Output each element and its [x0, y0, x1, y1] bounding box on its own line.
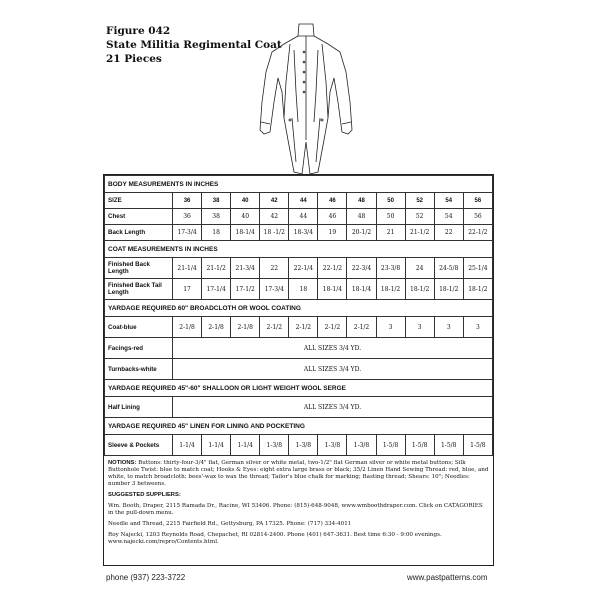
sleeve-pockets-cell: 1-3/8 [347, 435, 376, 456]
size-cell: 38 [202, 193, 231, 209]
pattern-name: State Militia Regimental Coat [106, 39, 282, 51]
chest-cell: 46 [318, 209, 347, 225]
broadcloth-header-row [105, 300, 493, 317]
back-length-cell: 18 [202, 225, 231, 241]
finished-back-cell: 22-3/4 [347, 258, 376, 279]
coat-blue-cell: 2-1/2 [289, 317, 318, 338]
sleeve-pockets-cell: 1-3/8 [289, 435, 318, 456]
linen-title: YARDAGE REQUIRED 45" LINEN FOR LINING AND POCKETING [105, 418, 493, 435]
coat-blue-cell: 3 [463, 317, 492, 338]
finished-back-cell: 21-3/4 [231, 258, 260, 279]
notions-label: NOTIONS: [108, 460, 137, 466]
chest-cell: 36 [173, 209, 202, 225]
finished-back-cell: 24-5/8 [434, 258, 463, 279]
coat-section-title: COAT MEASUREMENTS IN INCHES [105, 241, 493, 258]
coat-blue-cell: 3 [376, 317, 405, 338]
sleeve-pockets-row [105, 435, 493, 456]
chest-cell: 38 [202, 209, 231, 225]
finished-back-cell: 21-1/2 [202, 258, 231, 279]
size-cell: 48 [347, 193, 376, 209]
back-length-cell: 21-1/2 [405, 225, 434, 241]
chest-cell: 50 [376, 209, 405, 225]
size-cell: 54 [434, 193, 463, 209]
back-length-cell: 22-1/2 [463, 225, 492, 241]
chest-cell: 56 [463, 209, 492, 225]
coat-blue-cell: 2-1/2 [260, 317, 289, 338]
coat-blue-cell: 2-1/2 [318, 317, 347, 338]
chest-cell: 40 [231, 209, 260, 225]
sleeve-pockets-cell: 1-1/4 [173, 435, 202, 456]
finished-back-row [105, 258, 493, 279]
finished-tail-cell: 18-1/2 [463, 279, 492, 300]
finished-back-cell: 23-3/8 [376, 258, 405, 279]
coat-blue-cell: 2-1/8 [231, 317, 260, 338]
finished-back-cell: 25-1/4 [463, 258, 492, 279]
piece-count: 21 Pieces [106, 53, 162, 65]
half-lining-value: ALL SIZES 3/4 YD. [173, 397, 493, 418]
back-length-cell: 20-1/2 [347, 225, 376, 241]
coat-blue-cell: 2-1/8 [173, 317, 202, 338]
chest-cell: 42 [260, 209, 289, 225]
sleeve-pockets-cell: 1-3/8 [260, 435, 289, 456]
finished-tail-cell: 18-1/2 [376, 279, 405, 300]
size-cell: 40 [231, 193, 260, 209]
finished-back-cell: 22-1/2 [318, 258, 347, 279]
sleeve-pockets-cell: 1-1/4 [231, 435, 260, 456]
coat-blue-row [105, 317, 493, 338]
finished-back-label: Finished Back Length [105, 258, 173, 279]
measurement-sheet [103, 174, 494, 566]
notions-text: Buttons: thirty-four-3/4" flat, German silver or white metal, two-1/2" flat German silver or white metal buttons; Silk Buttonhole Twist: blue to match coat; Hooks & Eyes: eight extra large brass or black; 35/2 Linen Hand Sewing Thread: red, blue, and white, to match broadcloth; bees'-wax to wax the thread; Tailor's blue chalk for marking; Basting thread; Shears: 10"; Needles: number 3 betweens. [108, 460, 489, 487]
finished-back-cell: 24 [405, 258, 434, 279]
linen-header-row [105, 418, 493, 435]
back-length-label: Back Length [105, 225, 173, 241]
body-section-header-row [105, 176, 493, 193]
finished-tail-cell: 17-3/4 [260, 279, 289, 300]
coat-blue-cell: 3 [405, 317, 434, 338]
sleeve-pockets-cell: 1-5/8 [434, 435, 463, 456]
body-section-title: BODY MEASUREMENTS IN INCHES [105, 176, 493, 193]
facings-row [105, 338, 493, 359]
coat-section-header-row [105, 241, 493, 258]
finished-tail-cell: 17-1/2 [231, 279, 260, 300]
supplier-needle-thread: Needle and Thread, 2215 Fairfield Rd., Gettysburg, PA 17325. Phone: (717) 334-4011 [108, 521, 352, 527]
supplier-booth: Wm. Booth, Draper, 2115 Ramada Dr., Racine, WI 53406. Phone: (815)-648-9048, www.wmboothdraper.com. Click on CATAGORIES in the pull-down menu. [108, 503, 483, 516]
size-cell: 42 [260, 193, 289, 209]
coat-blue-cell: 3 [434, 317, 463, 338]
chest-cell: 48 [347, 209, 376, 225]
size-cell: 36 [173, 193, 202, 209]
finished-tail-cell: 18-1/4 [347, 279, 376, 300]
coat-illustration [246, 22, 366, 174]
finished-tail-cell: 17 [173, 279, 202, 300]
sleeve-pockets-cell: 1-5/8 [405, 435, 434, 456]
chest-cell: 54 [434, 209, 463, 225]
chest-cell: 52 [405, 209, 434, 225]
facings-label: Facings-red [105, 338, 173, 359]
coat-blue-cell: 2-1/2 [347, 317, 376, 338]
broadcloth-title: YARDAGE REQUIRED 60" BROADCLOTH OR WOOL COATING [105, 300, 493, 317]
size-cell: 46 [318, 193, 347, 209]
turnbacks-label: Turnbacks-white [105, 359, 173, 380]
sleeve-pockets-label: Sleeve & Pockets [105, 435, 173, 456]
size-cell: 44 [289, 193, 318, 209]
half-lining-row [105, 397, 493, 418]
finished-tail-cell: 18-1/4 [318, 279, 347, 300]
finished-tail-cell: 18 [289, 279, 318, 300]
size-cell: 56 [463, 193, 492, 209]
chest-cell: 44 [289, 209, 318, 225]
turnbacks-value: ALL SIZES 3/4 YD. [173, 359, 493, 380]
finished-tail-cell: 18-1/2 [434, 279, 463, 300]
shalloon-header-row [105, 380, 493, 397]
finished-tail-cell: 17-1/4 [202, 279, 231, 300]
sleeve-pockets-cell: 1-5/8 [376, 435, 405, 456]
turnbacks-row [105, 359, 493, 380]
finished-tail-cell: 18-1/2 [405, 279, 434, 300]
back-length-cell: 19 [318, 225, 347, 241]
coat-blue-label: Coat-blue [105, 317, 173, 338]
size-label: SIZE [105, 193, 173, 209]
finished-tail-label: Finished Back Tail Length [105, 279, 173, 300]
shalloon-title: YARDAGE REQUIRED 45"-60" SHALLOON OR LIGHT WEIGHT WOOL SERGE [105, 380, 493, 397]
notions-paragraph [108, 460, 489, 488]
sleeve-pockets-cell: 1-5/8 [463, 435, 492, 456]
notes-section [104, 456, 493, 546]
back-length-row [105, 225, 493, 241]
sleeve-pockets-cell: 1-3/8 [318, 435, 347, 456]
chest-label: Chest [105, 209, 173, 225]
facings-value: ALL SIZES 3/4 YD. [173, 338, 493, 359]
finished-back-cell: 21-1/4 [173, 258, 202, 279]
back-length-cell: 18-3/4 [289, 225, 318, 241]
half-lining-label: Half Lining [105, 397, 173, 418]
suppliers-heading: SUGGESTED SUPPLIERS: [108, 492, 181, 498]
size-row [105, 193, 493, 209]
finished-back-cell: 22 [260, 258, 289, 279]
footer-phone: phone (937) 223-3722 [106, 573, 186, 582]
size-cell: 52 [405, 193, 434, 209]
size-cell: 50 [376, 193, 405, 209]
finished-tail-row [105, 279, 493, 300]
supplier-najecki: Roy Najecki, 1203 Reynolds Road, Chepachet, RI 02814-2400. Phone (401) 647-3631. Best time 6:30 - 9:00 evenings. www.najecki.com/repro/Contents.html. [108, 532, 442, 545]
sleeve-pockets-cell: 1-1/4 [202, 435, 231, 456]
chest-row [105, 209, 493, 225]
figure-number: Figure 042 [106, 25, 171, 37]
measurement-table [104, 175, 493, 456]
back-length-cell: 22 [434, 225, 463, 241]
coat-blue-cell: 2-1/8 [202, 317, 231, 338]
finished-back-cell: 22-1/4 [289, 258, 318, 279]
back-length-cell: 17-3/4 [173, 225, 202, 241]
back-length-cell: 18 -1/2 [260, 225, 289, 241]
footer-website: www.pastpatterns.com [407, 573, 488, 582]
back-length-cell: 18-1/4 [231, 225, 260, 241]
back-length-cell: 21 [376, 225, 405, 241]
